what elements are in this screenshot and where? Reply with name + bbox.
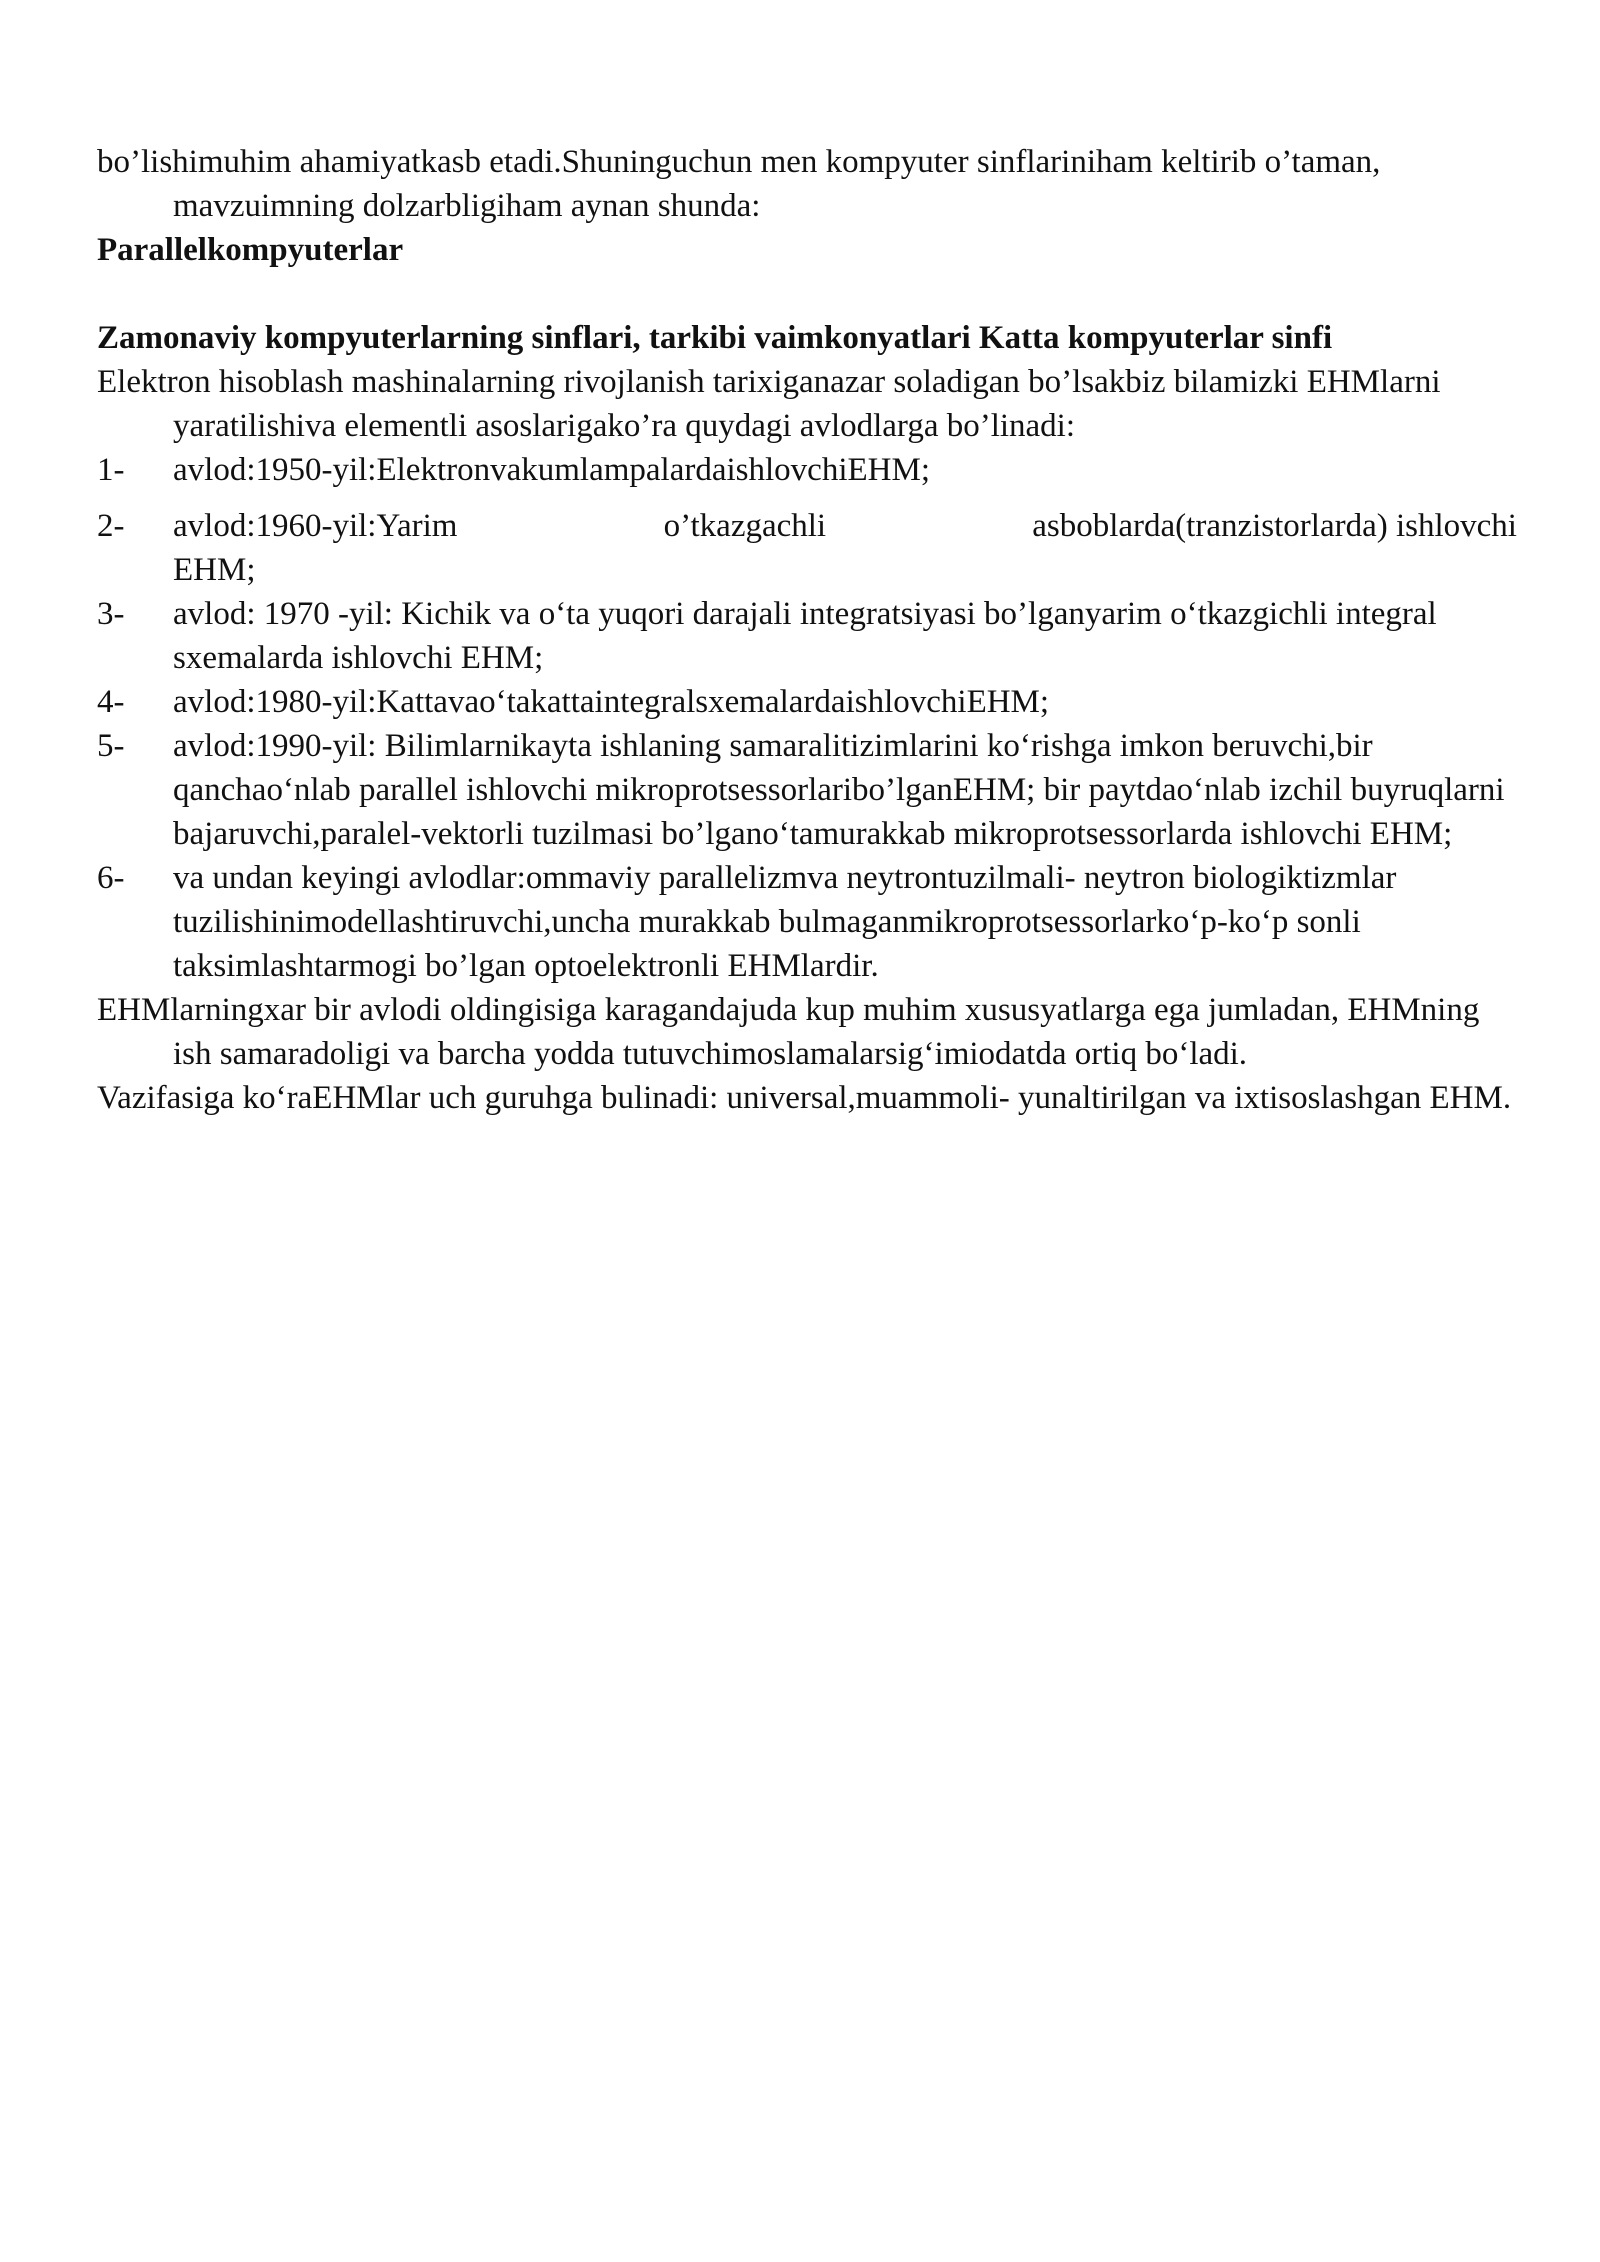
list-text-line xyxy=(173,504,1517,548)
heading-parallel-computers: Parallelkompyuterlar xyxy=(97,232,404,268)
heading-computer-classes: Zamonaviy kompyuterlarning sinflari, tarkibi vaimkonyatlari Katta kompyuterlar sinfi xyxy=(97,320,1333,356)
list-text-word: asboblarda(tranzistorlarda) ishlovchi xyxy=(1032,508,1517,544)
list-text-word: avlod:1960-yil:Yarim xyxy=(173,508,458,544)
list-text: avlod: 1970 -yil: Kichik va o‘ta yuqori darajali integratsiyasi bo’lganyarim o‘tkazgichli integral sxemalarda ishlovchi EHM; xyxy=(173,596,1437,676)
list-number: 1- xyxy=(97,452,125,488)
list-number: 5- xyxy=(97,728,125,764)
list-item xyxy=(97,448,1517,492)
paragraph-generation-features: EHMlarningxar bir avlodi oldingisiga karagandajuda kup muhim xususyatlarga ega jumladan, EHMning ish samaradoligi va barcha yodda tutuvchimoslamalarsig‘imiodatda ortiq bo‘ladi. xyxy=(97,992,1480,1072)
list-text: avlod:1980-yil:Kattavao‘takattaintegralsxemalardaishlovchiEHM; xyxy=(173,684,1050,720)
paragraph-purpose-groups: Vazifasiga ko‘raEHMlar uch guruhga bulinadi: universal,muammoli- yunaltirilgan va ixtisoslashgan EHM. xyxy=(97,1080,1512,1116)
paragraph-generations-intro: Elektron hisoblash mashinalarning rivojlanish tarixiganazar soladigan bo’lsakbiz bilamizki EHMlarni yaratilishiva elementli asoslarigako’ra quydagi avlodlarga bo’linadi: xyxy=(97,364,1441,444)
list-text-line: EHM; xyxy=(173,552,256,588)
spacer xyxy=(97,272,1517,316)
intro-paragraph: bo’lishimuhim ahamiyatkasb etadi.Shuninguchun men kompyuter sinflariniham keltirib o’taman, mavzuimning dolzarbligiham aynan shunda: xyxy=(97,144,1381,224)
list-text: avlod:1950-yil:ElektronvakumlampalardaishlovchiEHM; xyxy=(173,452,931,488)
document-page xyxy=(97,140,1517,1120)
list-number: 4- xyxy=(97,684,125,720)
list-text: va undan keyingi avlodlar:ommaviy parallelizmva neytrontuzilmali- neytron biologiktizmlar tuzilishinimodellashtiruvchi,uncha murakkab bulmaganmikroprotsessorlarko‘p-ko‘p sonli taksimlashtarmogi bo’lgan optoelektronli EHMlardir. xyxy=(173,860,1397,984)
list-item xyxy=(97,504,1517,592)
list-text: avlod:1990-yil: Bilimlarnikayta ishlaning samaralitizimlarini ko‘rishga imkon beruvchi,bir qanchao‘nlab parallel ishlovchi mikroprotsessorlaribo’lganEHM; bir paytdao‘nlab izchil buyruqlarni bajaruvchi,paralel-vektorli tuzilmasi bo’lgano‘tamurakkab mikroprotsessorlarda ishlovchi EHM; xyxy=(173,728,1505,852)
list-number: 2- xyxy=(97,508,125,544)
list-item xyxy=(97,724,1517,856)
list-number: 6- xyxy=(97,860,125,896)
list-text-word: o’tkazgachli xyxy=(663,508,827,544)
list-item xyxy=(97,856,1517,988)
list-item xyxy=(97,680,1517,724)
list-item xyxy=(97,592,1517,680)
list-number: 3- xyxy=(97,596,125,632)
